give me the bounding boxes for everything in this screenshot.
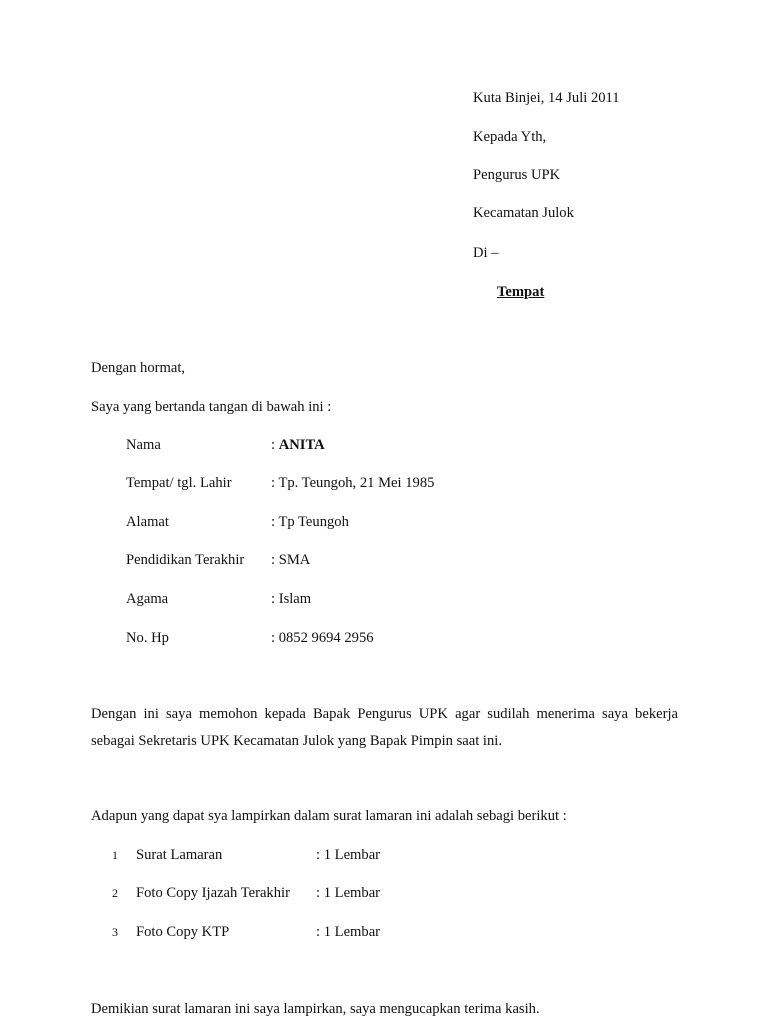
field-label-name: Nama [126, 437, 161, 453]
field-value-birth: : Tp. Teungoh, 21 Mei 1985 [271, 475, 435, 491]
recipient: Pengurus UPK [473, 167, 561, 183]
attachment-value: : 1 Lembar [316, 885, 381, 901]
field-value-phone: : 0852 9694 2956 [271, 630, 374, 646]
attachment-number: 1 [112, 848, 118, 862]
attachments-intro: Adapun yang dapat sya lampirkan dalam surat lamaran ini adalah sebagi berikut : [91, 808, 567, 824]
request-paragraph: Dengan ini saya memohon kepada Bapak Pengurus UPK agar sudilah menerima saya bekerja sebagai Sekretaris UPK Kecamatan Julok yang Bapak Pimpin saat ini. [91, 706, 678, 749]
salutation: Dengan hormat, [91, 360, 186, 376]
field-label-address: Alamat [126, 514, 169, 530]
district: Kecamatan Julok [473, 205, 574, 221]
field-label-religion: Agama [126, 591, 169, 607]
intro-line: Saya yang bertanda tangan di bawah ini : [91, 399, 332, 415]
closing-line: Demikian surat lamaran ini saya lampirkan, saya mengucapkan terima kasih. [91, 1001, 540, 1017]
to-line: Kepada Yth, [473, 129, 547, 145]
place-date: Kuta Binjei, 14 Juli 2011 [473, 90, 620, 106]
field-label-phone: No. Hp [126, 630, 169, 646]
attachment-label: Foto Copy Ijazah Terakhir [136, 885, 290, 901]
field-label-birth: Tempat/ tgl. Lahir [126, 475, 232, 491]
attachment-value: : 1 Lembar [316, 847, 381, 863]
attachment-label: Foto Copy KTP [136, 924, 230, 940]
field-value-address: : Tp Teungoh [271, 514, 349, 530]
field-label-education: Pendidikan Terakhir [126, 552, 245, 568]
field-value-name [271, 436, 325, 454]
attachment-label: Surat Lamaran [136, 847, 223, 863]
attachment-number: 2 [112, 886, 118, 900]
field-value-name-prefix: : [271, 437, 279, 453]
location-heading: Tempat [497, 284, 545, 300]
attachment-value: : 1 Lembar [316, 924, 381, 940]
field-value-name-bold: ANITA [278, 437, 325, 453]
attachment-number: 3 [112, 925, 118, 939]
field-value-education: : SMA [271, 552, 311, 568]
field-value-religion: : Islam [271, 591, 312, 607]
di-line: Di – [473, 245, 499, 261]
